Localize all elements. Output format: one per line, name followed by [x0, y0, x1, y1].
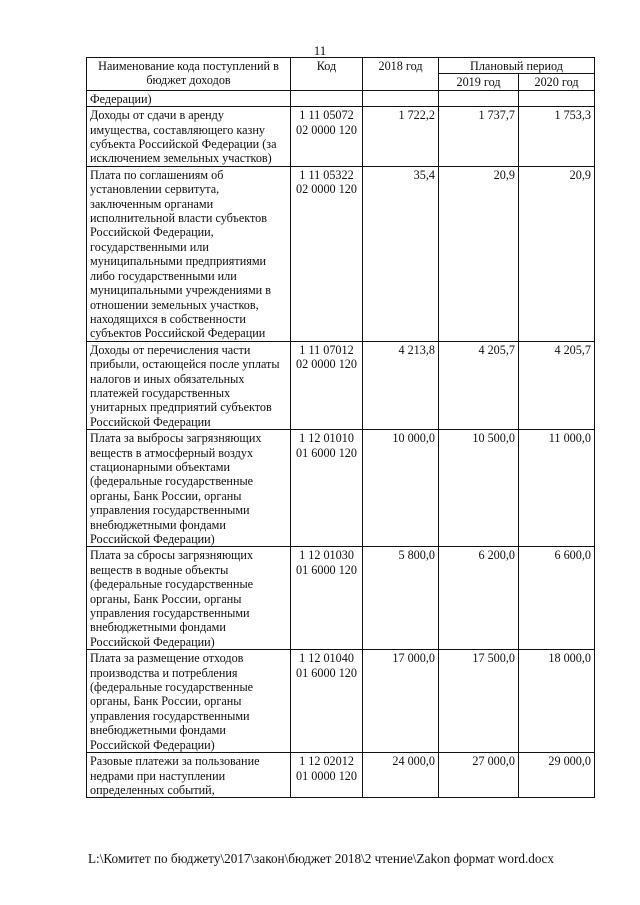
row-value-2018: 24 000,0	[363, 753, 439, 798]
row-value-2018: 1 722,2	[363, 107, 439, 167]
row-value-2019: 17 500,0	[439, 650, 519, 753]
row-code: 1 12 02012 01 0000 120	[291, 753, 363, 798]
row-value-2018	[363, 90, 439, 106]
row-name: Доходы от перечисления части прибыли, остающейся после уплаты налогов и иных обязательных платежей государственных унитарных предприятий субъектов Российской Федерации	[87, 341, 291, 429]
row-code: 1 12 01010 01 6000 120	[291, 430, 363, 547]
row-value-2020	[519, 90, 595, 106]
row-value-2018: 4 213,8	[363, 341, 439, 429]
column-header-2019: 2019 год	[439, 74, 519, 90]
row-code: 1 12 01040 01 6000 120	[291, 650, 363, 753]
table-row	[87, 166, 595, 341]
row-value-2020: 20,9	[519, 166, 595, 341]
row-name: Плата по соглашениям об установлении сервитута, заключенным органами исполнительной власти субъектов Российской Федерации, государственными или муниципальными предприятиями либо государственными или муниципальными учреждениями в отношении земельных участков, находящихся в собственности субъектов Российской Федерации	[87, 166, 291, 341]
table-row	[87, 753, 595, 798]
row-value-2018: 17 000,0	[363, 650, 439, 753]
row-name: Плата за размещение отходов производства и потребления (федеральные государственные органы, Банк России, органы управления государственными внебюджетными фондами Российской Федерации)	[87, 650, 291, 753]
row-name: Плата за сбросы загрязняющих веществ в водные объекты (федеральные государственные органы, Банк России, органы управления государственными внебюджетными фондами Российской Федерации)	[87, 547, 291, 650]
row-name: Доходы от сдачи в аренду имущества, составляющего казну субъекта Российской Федерации (за исключением земельных участков)	[87, 107, 291, 167]
column-header-2020: 2020 год	[519, 74, 595, 90]
table-header-row	[87, 58, 595, 74]
row-value-2019: 6 200,0	[439, 547, 519, 650]
row-value-2018: 35,4	[363, 166, 439, 341]
row-value-2019: 20,9	[439, 166, 519, 341]
page-number: 11	[313, 43, 327, 58]
row-value-2019: 10 500,0	[439, 430, 519, 547]
row-value-2019: 4 205,7	[439, 341, 519, 429]
row-value-2019: 27 000,0	[439, 753, 519, 798]
row-value-2020: 4 205,7	[519, 341, 595, 429]
row-value-2019: 1 737,7	[439, 107, 519, 167]
table-row	[87, 547, 595, 650]
table-row	[87, 107, 595, 167]
budget-revenue-table	[86, 57, 595, 798]
row-code: 1 11 05322 02 0000 120	[291, 166, 363, 341]
column-header-plan-period: Плановый период	[439, 58, 595, 74]
row-value-2019	[439, 90, 519, 106]
document-file-path: L:\Комитет по бюджету\2017\закон\бюджет 2018\2 чтение\Zakon формат word.docx	[88, 851, 554, 866]
row-code: 1 11 05072 02 0000 120	[291, 107, 363, 167]
row-code: 1 12 01030 01 6000 120	[291, 547, 363, 650]
row-value-2020: 18 000,0	[519, 650, 595, 753]
table-row	[87, 430, 595, 547]
row-value-2020: 11 000,0	[519, 430, 595, 547]
column-header-name: Наименование кода поступлений в бюджет доходов	[87, 58, 291, 91]
row-code	[291, 90, 363, 106]
row-name: Разовые платежи за пользование недрами при наступлении определенных событий,	[87, 753, 291, 798]
column-header-2018: 2018 год	[363, 58, 439, 91]
row-name: Федерации)	[87, 90, 291, 106]
row-value-2018: 10 000,0	[363, 430, 439, 547]
row-value-2018: 5 800,0	[363, 547, 439, 650]
row-code: 1 11 07012 02 0000 120	[291, 341, 363, 429]
table-row	[87, 650, 595, 753]
table-row	[87, 90, 595, 106]
row-value-2020: 1 753,3	[519, 107, 595, 167]
table-row	[87, 341, 595, 429]
row-name: Плата за выбросы загрязняющих веществ в атмосферный воздух стационарными объектами (федеральные государственные органы, Банк России, органы управления государственными внебюджетными фондами Российской Федерации)	[87, 430, 291, 547]
row-value-2020: 6 600,0	[519, 547, 595, 650]
column-header-code: Код	[291, 58, 363, 91]
row-value-2020: 29 000,0	[519, 753, 595, 798]
